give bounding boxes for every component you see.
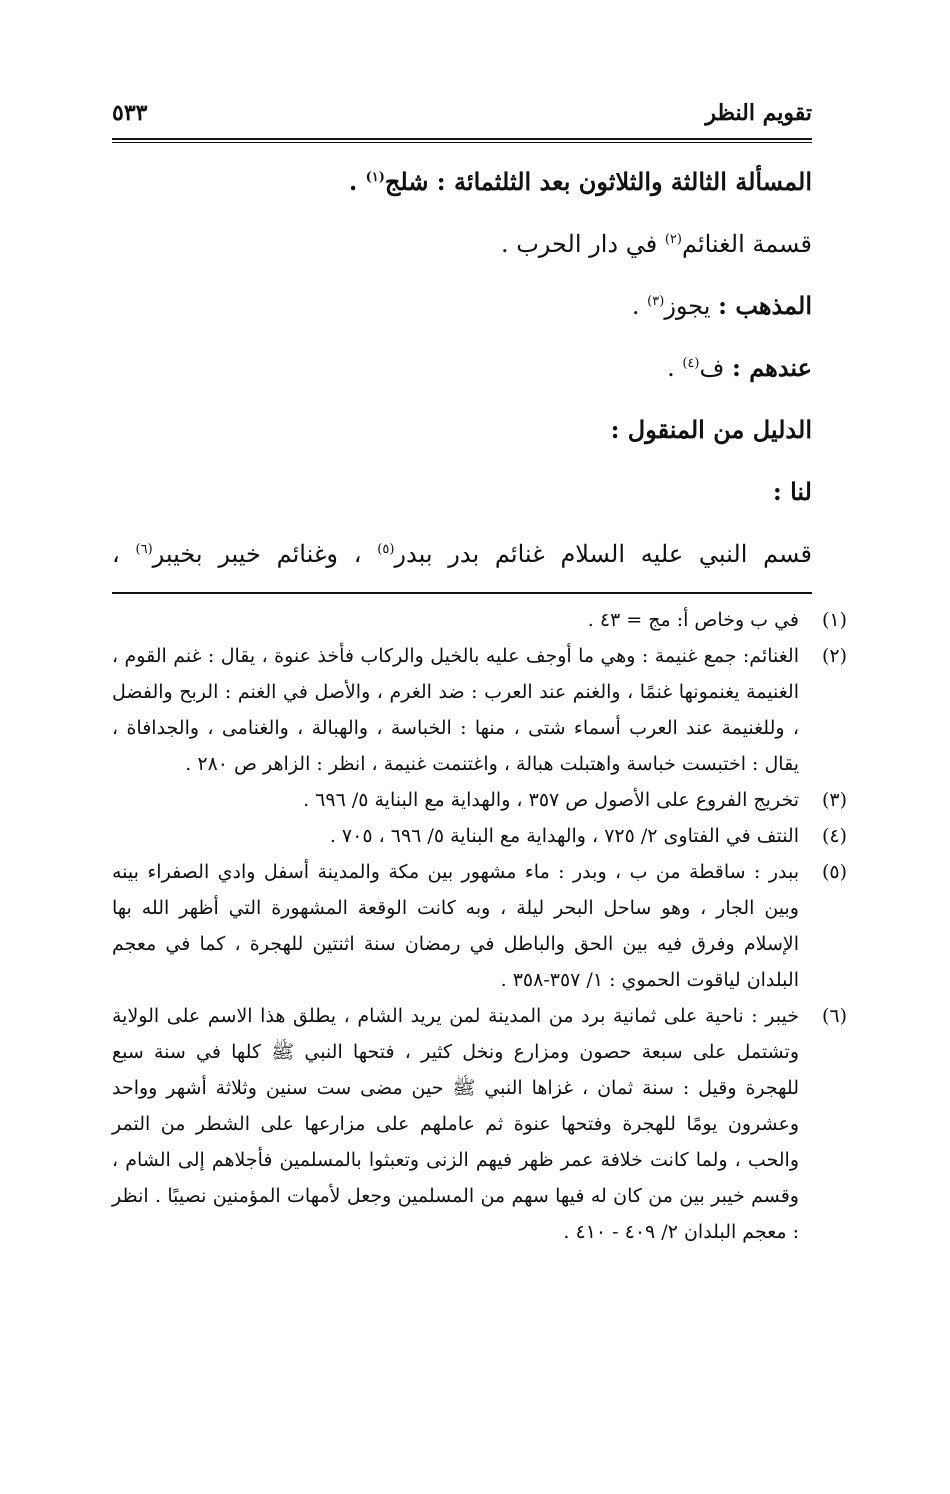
topic-line bbox=[112, 228, 812, 290]
madhab-label: المذهب : bbox=[718, 291, 812, 320]
hadith-text-1: قسم النبي عليه السلام غنائم بدر ببدر bbox=[394, 540, 813, 568]
lana-heading: لنا : bbox=[772, 477, 812, 506]
footnote-number: (٣) bbox=[821, 789, 847, 811]
footnote bbox=[112, 602, 847, 638]
page-number: ٥٣٣ bbox=[112, 100, 148, 126]
punctuation: . bbox=[348, 167, 366, 196]
footnote-ref-1[interactable]: (١) bbox=[365, 170, 385, 185]
footnote bbox=[112, 854, 847, 998]
issue-title: المسألة الثالثة والثلاثون بعد الثلثمائة : شلج bbox=[384, 167, 812, 196]
indahum-label: عندهم : bbox=[731, 353, 812, 382]
indahum-value: ف bbox=[699, 354, 732, 382]
hadith-line bbox=[112, 538, 812, 572]
footnote-number: (٢) bbox=[821, 645, 847, 667]
evidence-heading: الدليل من المنقول : bbox=[610, 415, 812, 444]
footnote bbox=[112, 818, 847, 854]
footnote-number: (٦) bbox=[821, 1005, 847, 1027]
issue-title-line bbox=[112, 166, 812, 228]
footnote-number: (٤) bbox=[821, 825, 847, 847]
footnote-text: تخريج الفروع على الأصول ص ٣٥٧ ، والهداية مع البناية ٥/ ٦٩٦ . bbox=[303, 789, 799, 811]
indahum-line bbox=[112, 352, 812, 414]
footnote-text: الغنائم: جمع غنيمة : وهي ما أوجف عليه بالخيل والركاب فأخذ عنوة ، يقال : غنم القوم ، الغنيمة يغنمونها غنمًا ، والغنم عند العرب : ضد الغرم ، والأصل في الغنم : الربح والفضل ، وللغنيمة عند العرب أسماء شتى ، منها : الخباسة ، والهبالة ، والغنامى ، والجدافاة ، يقال : اختبست خباسة واهتبلت هبالة ، واغتنمت غنيمة ، انظر : الزاهر ص ٢٨٠ . bbox=[112, 645, 799, 775]
topic-text: قسمة الغنائم bbox=[681, 230, 812, 258]
header-rule bbox=[112, 138, 812, 140]
punctuation: ، bbox=[112, 540, 136, 568]
footnote-text: في ب وخاص أ: مج = ٤٣ . bbox=[587, 609, 799, 631]
footnote-number: (٥) bbox=[821, 861, 847, 883]
footnote-ref-6[interactable]: (٦) bbox=[135, 542, 153, 557]
punctuation: . bbox=[667, 354, 683, 382]
header-rule-thin bbox=[112, 142, 812, 143]
main-text bbox=[112, 166, 812, 572]
footnote-ref-3[interactable]: (٣) bbox=[647, 294, 665, 309]
punctuation: . bbox=[631, 292, 648, 320]
footnote-ref-2[interactable]: (٢) bbox=[664, 232, 682, 247]
footnote-text: ببدر : ساقطة من ب ، وبدر : ماء مشهور بين مكة والمدينة أسفل وادي الصفراء بينه وبين الجار ، وهو ساحل البحر ليلة ، وبه كانت الوقعة المشهورة التي أظهر الله بها الإسلام وفرق فيه بين الحق والباطل في رمضان سنة اثنتين للهجرة ، كما في معجم البلدان لياقوت الحموي : ١/ ٣٥٧-٣٥٨ . bbox=[112, 861, 799, 991]
footnote bbox=[112, 998, 847, 1250]
page-header bbox=[112, 100, 812, 136]
madhab-line bbox=[112, 290, 812, 352]
footnote-number: (١) bbox=[821, 609, 847, 631]
footnote-ref-5[interactable]: (٥) bbox=[377, 542, 395, 557]
hadith-text-2: ، وغنائم خيبر بخيبر bbox=[152, 540, 378, 568]
footnotes bbox=[112, 602, 847, 1250]
footnote-text: النتف في الفتاوى ٢/ ٧٢٥ ، والهداية مع البناية ٥/ ٦٩٦ ، ٧٠٥ . bbox=[329, 825, 799, 847]
footnote bbox=[112, 782, 847, 818]
madhab-value: يجوز bbox=[664, 292, 719, 320]
topic-text-end: في دار الحرب . bbox=[500, 230, 665, 258]
running-title: تقويم النظر bbox=[705, 100, 812, 126]
footnote bbox=[112, 638, 847, 782]
footnote-ref-4[interactable]: (٤) bbox=[682, 356, 700, 371]
footnote-separator bbox=[112, 592, 812, 594]
footnote-text: خيبر : ناحية على ثمانية برد من المدينة لمن يريد الشام ، يطلق هذا الاسم على الولاية وتشتمل على سبعة حصون ومزارع ونخل كثير ، فتحها النبي ﷺ كلها في سنة سبع للهجرة وقيل : سنة ثمان ، غزاها النبي ﷺ حين مضى ست سنين وثلاثة أشهر وواحد وعشرون يومًا للهجرة وفتحها عنوة ثم عاملهم على مزارعها على الشطر من التمر والحب ، ولما كانت خلافة عمر ظهر فيهم الزنى وتعبثوا بالمسلمين فأجلاهم إلى الشام ، وقسم خيبر بين من كان له فيها سهم من المسلمين وجعل لأمهات المؤمنين نصيبًا . انظر : معجم البلدان ٢/ ٤٠٩ - ٤١٠ . bbox=[112, 1005, 799, 1243]
